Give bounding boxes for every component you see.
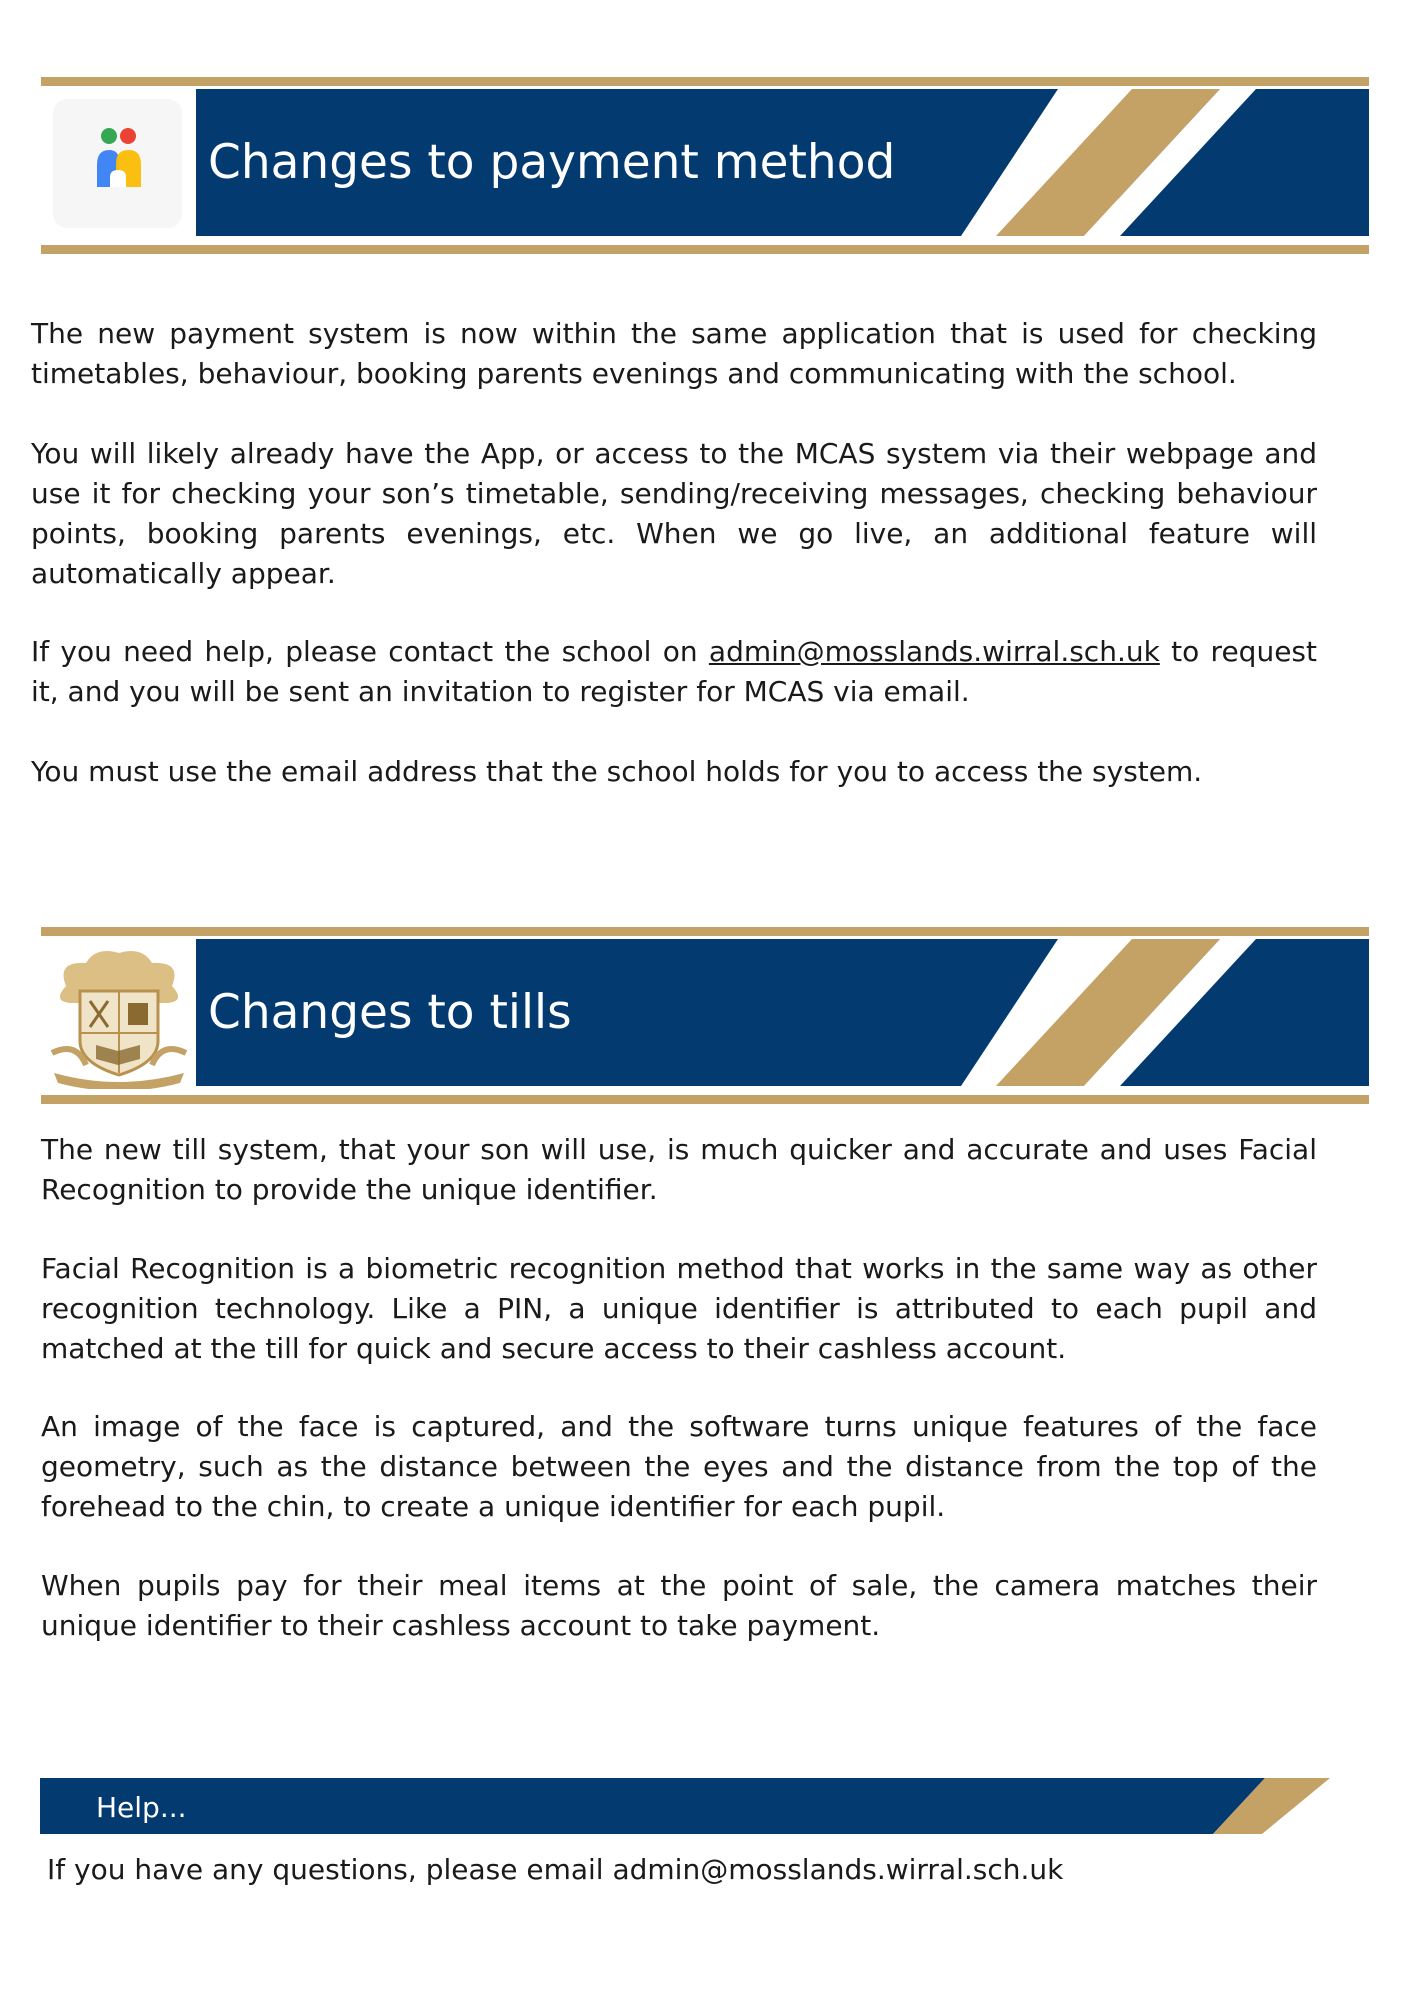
- tills-paragraph-4: When pupils pay for their meal items at the point of sale, the camera matches their unique identifier to their cashless account to take payment.: [41, 1569, 1317, 1642]
- tills-paragraph-1: The new till system, that your son will use, is much quicker and accurate and uses Facial Recognition to provide the unique identifier.: [41, 1133, 1317, 1206]
- mcas-app-logo-icon: [53, 99, 182, 228]
- payment-method-title: Changes to payment method: [208, 135, 896, 190]
- tills-banner: [41, 927, 1369, 1104]
- help-bar-background: [40, 1778, 1330, 1834]
- tills-paragraph-2: Facial Recognition is a biometric recognition method that works in the same way as other recognition technology. Like a PIN, a unique identifier is attributed to each pupil and matched at the till for quick and secure access to their cashless account.: [41, 1252, 1317, 1365]
- banner-gold-rule-bottom: [41, 245, 1369, 254]
- help-bar: [40, 1778, 1330, 1834]
- tills-paragraph-3: An image of the face is captured, and the software turns unique features of the face geometry, such as the distance between the eyes and the distance from the top of the forehead to the chin, to create a unique identifier for each pupil.: [41, 1410, 1317, 1523]
- banner-gold-rule-bottom: [41, 1095, 1369, 1104]
- school-crest-icon: [46, 941, 192, 1093]
- school-email-link[interactable]: admin@mosslands.wirral.sch.uk: [708, 635, 1160, 668]
- payment-paragraph-2: You will likely already have the App, or access to the MCAS system via their webpage and use it for checking your son’s timetable, sending/receiving messages, checking behaviour points, booking parents evenings, etc. When we go live, an additional feature will automatically appear.: [31, 437, 1317, 590]
- banner-gold-rule-top: [41, 927, 1369, 936]
- help-paragraph-intro: If you need help, please contact the school on: [31, 635, 709, 668]
- payment-paragraph-email-requirement: You must use the email address that the school holds for you to access the system.: [31, 755, 1203, 788]
- help-contact-text: If you have any questions, please email admin@mosslands.wirral.sch.uk: [47, 1853, 1064, 1886]
- payment-method-banner: [41, 77, 1369, 254]
- banner-band: [196, 939, 1369, 1086]
- help-label: Help...: [96, 1791, 187, 1824]
- payment-help-paragraph: [31, 632, 1317, 712]
- banner-band: [196, 89, 1369, 236]
- payment-paragraph-1: The new payment system is now within the same application that is used for checking timetables, behaviour, booking parents evenings and communicating with the school.: [31, 317, 1317, 390]
- tills-title: Changes to tills: [208, 985, 572, 1040]
- banner-gold-rule-top: [41, 77, 1369, 86]
- help-paragraph-outro: to request it, and you will be sent an invitation to register for MCAS via email.: [31, 635, 1317, 708]
